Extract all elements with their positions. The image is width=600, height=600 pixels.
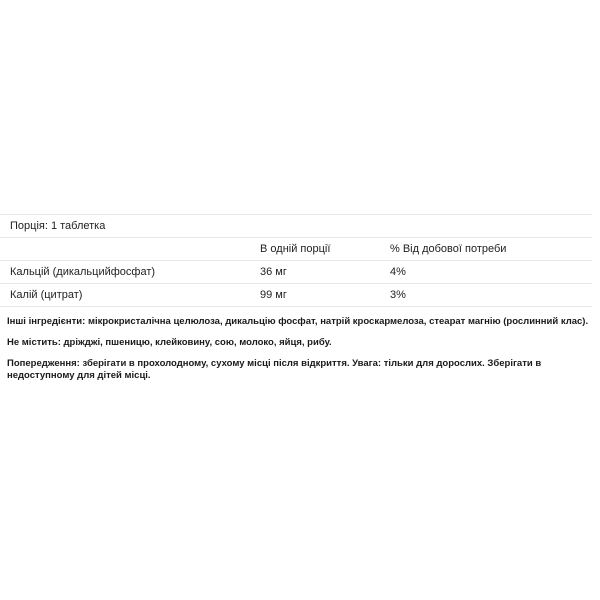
- nutrient-name: Калій (цитрат): [0, 284, 250, 307]
- header-row: [0, 238, 592, 261]
- table-row: [0, 284, 592, 307]
- header-nutrient: [0, 238, 250, 261]
- nutrient-name: Кальцій (дикальцийфосфат): [0, 261, 250, 284]
- supplement-facts-table: [0, 214, 592, 307]
- nutrient-daily-value: 3%: [380, 284, 592, 307]
- nutrient-amount: 36 мг: [250, 261, 380, 284]
- product-notes: [7, 316, 592, 391]
- serving-size-label: Порція: 1 таблетка: [0, 215, 592, 238]
- does-not-contain-text: Не містить: дріжджі, пшеницю, клейковину, сою, молоко, яйця, рибу.: [7, 337, 332, 348]
- table-row: [0, 261, 592, 284]
- serving-row: [0, 215, 592, 238]
- nutrient-daily-value: 4%: [380, 261, 592, 284]
- warning-text: Попередження: зберігати в прохолодному, сухому місці після відкриття. Увага: тільки для дорослих. Зберігати в недоступному для дітей місці.: [7, 358, 542, 381]
- header-amount-per-serving: В одній порції: [250, 238, 380, 261]
- other-ingredients-text: Інші інгредієнти: мікрокристалічна целюлоза, дикальцію фосфат, натрій кроскармелоза, стеарат магнію (рослинний клас).: [7, 316, 589, 327]
- nutrient-amount: 99 мг: [250, 284, 380, 307]
- header-daily-value: % Від добової потреби: [380, 238, 592, 261]
